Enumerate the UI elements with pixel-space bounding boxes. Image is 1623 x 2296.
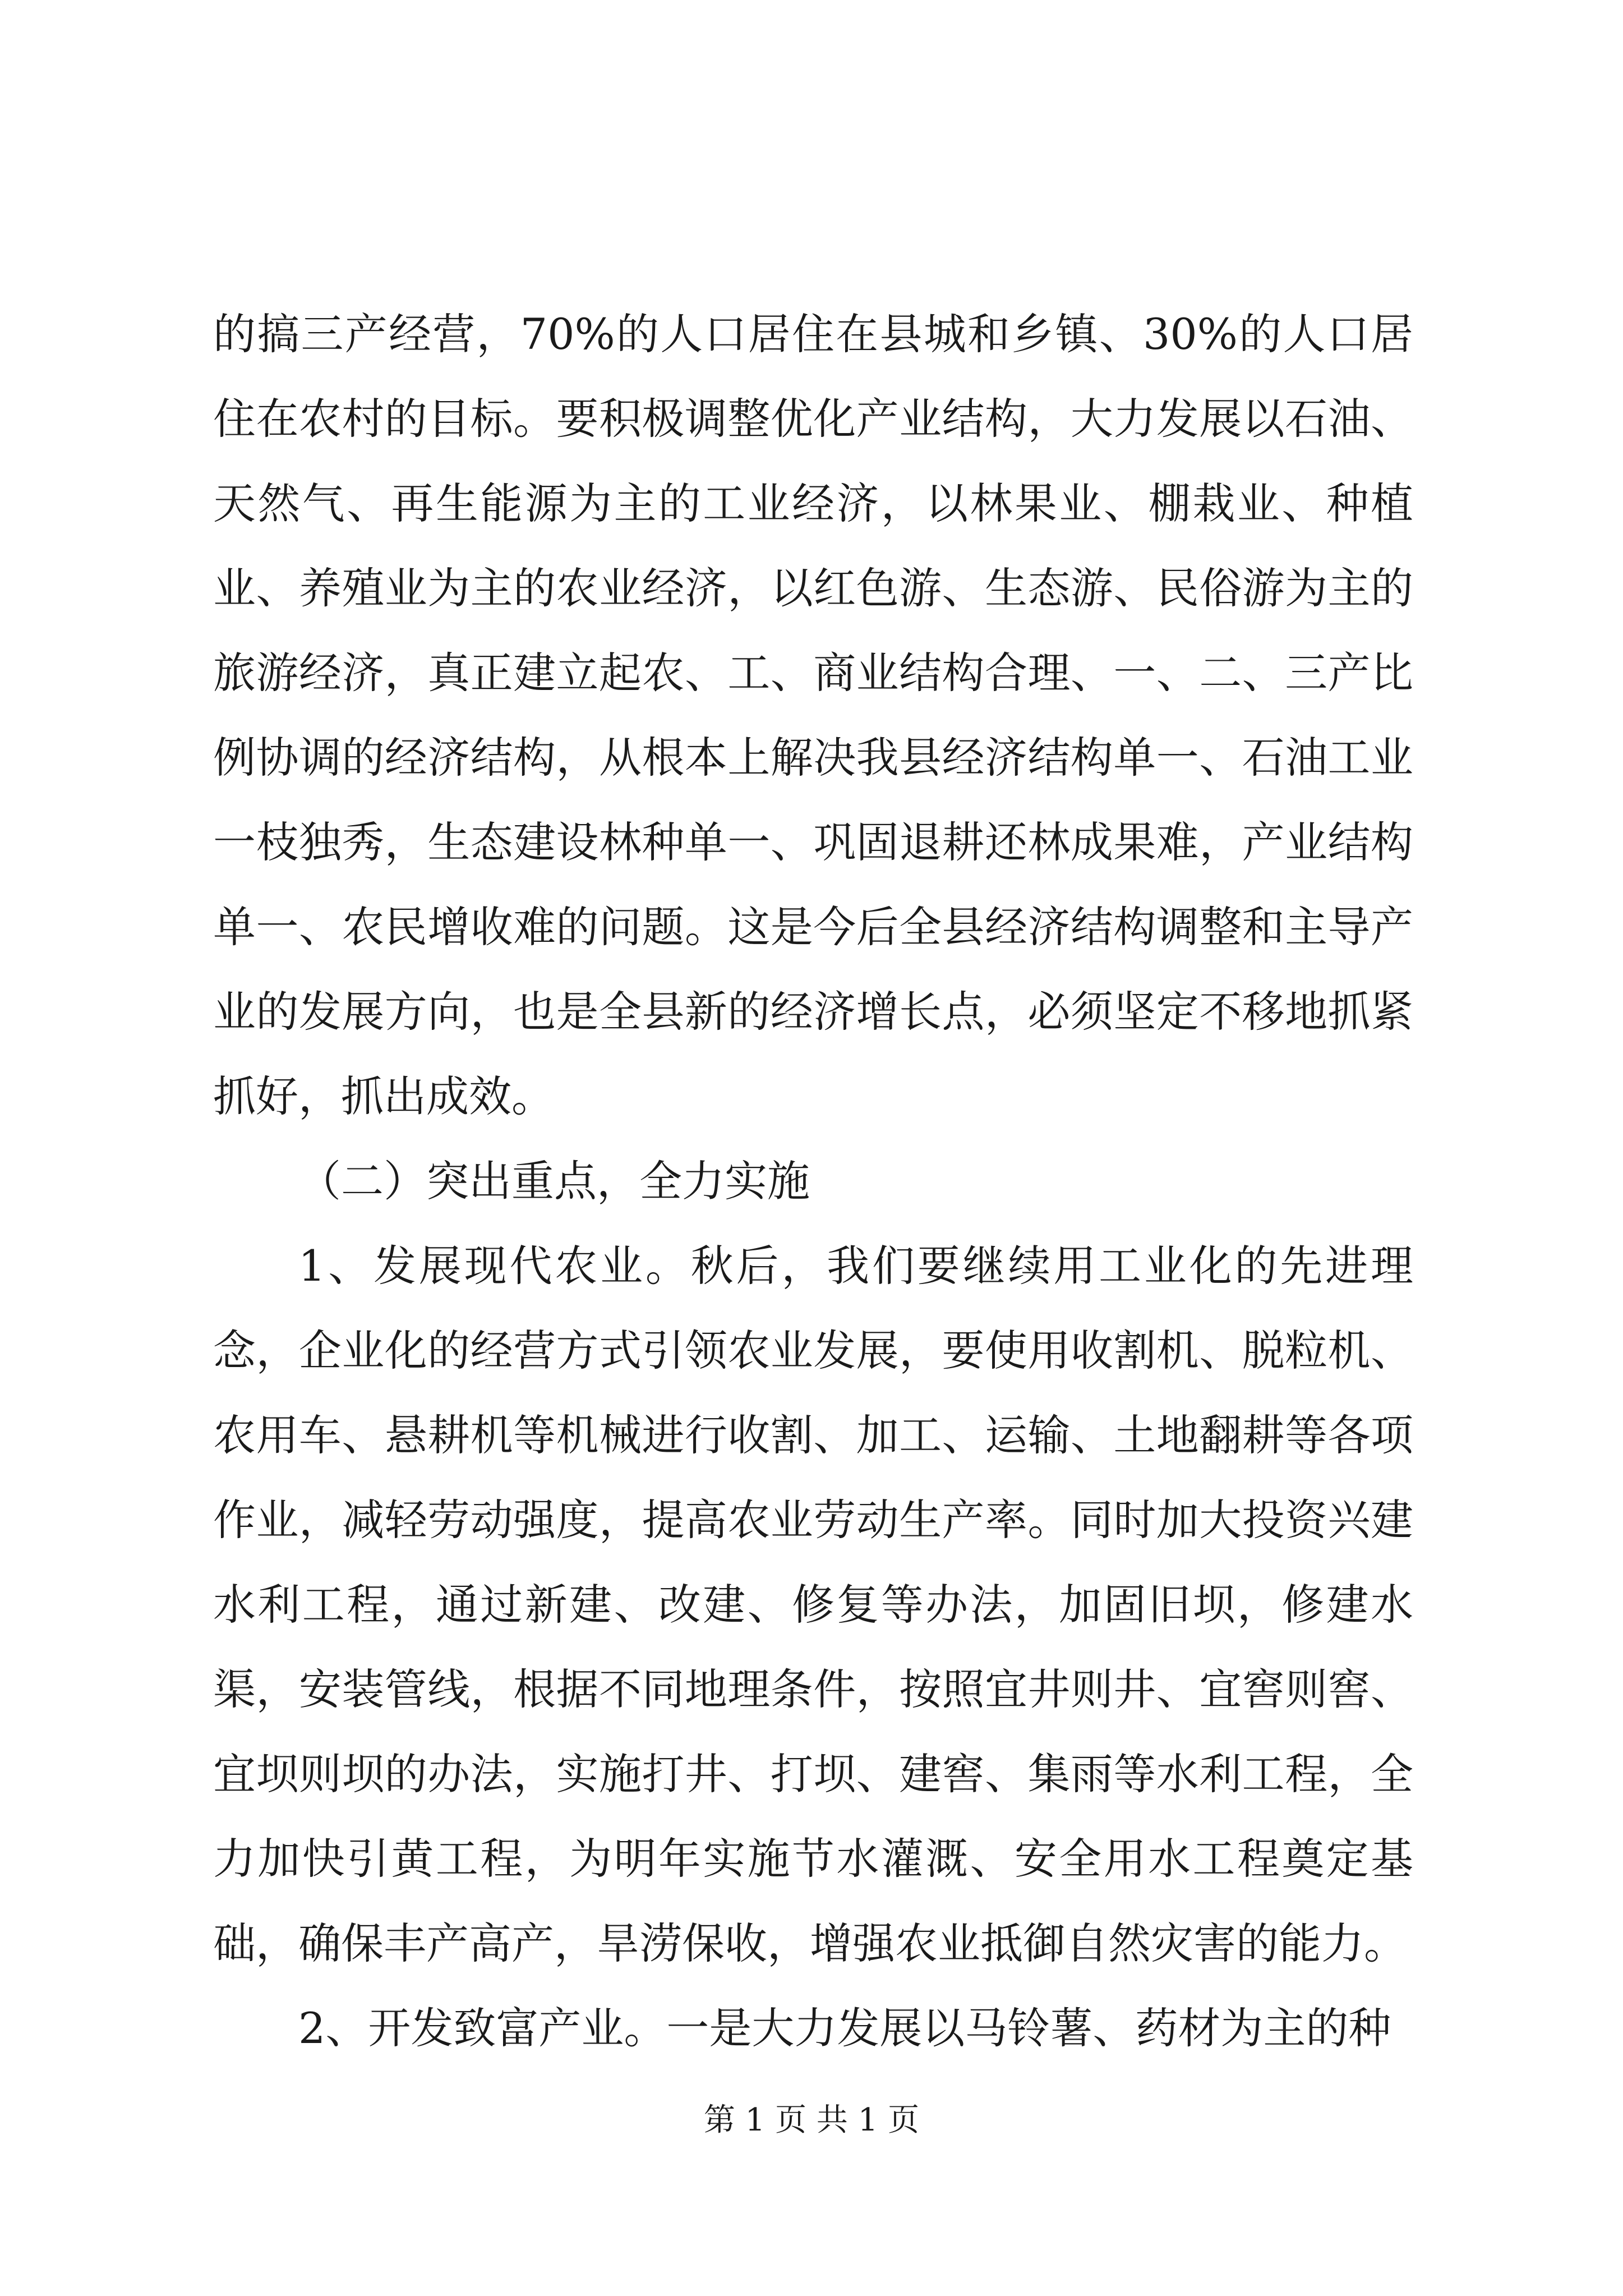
section-heading: （二）突出重点，全力实施 [298, 1156, 810, 1206]
paragraph-modern-agriculture: 1、发展现代农业。秋后，我们要继续用工业化的先进理念，企业化的经营方式引领农业发展，要使用收割机、脱粒机、农用车、悬耕机等机械进行收割、加工、运输、土地翻耕等各项作业，减轻劳动强度，提高农业劳动生产率。同时加大投资兴建水利工程，通过新建、改建、修复等办法，加固旧坝，修建水渠，安装管线，根据不同地理条件，按照宜井则井、宜窖则窖、宜坝则坝的办法，实施打井、打坝、建窖、集雨等水利工程，全力加快引黄工程，为明年实施节水灌溉、安全用水工程奠定基础，确保丰产高产，旱涝保收，增强农业抵御自然灾害的能力。 [213, 1241, 1413, 1968]
page-number-footer: 第 1 页 共 1 页 [703, 2102, 920, 2138]
document-body [213, 292, 1413, 2070]
paragraph-continuation: 的搞三产经营，70%的人口居住在县城和乡镇、30%的人口居住在农村的目标。要积极调整优化产业结构，大力发展以石油、天然气、再生能源为主的工业经济，以林果业、棚栽业、种植业、养殖业为主的农业经济，以红色游、生态游、民俗游为主的旅游经济，真正建立起农、工、商业结构合理、一、二、三产比例协调的经济结构，从根本上解决我县经济结构单一、石油工业一枝独秀，生态建设林种单一、巩固退耕还林成果难，产业结构单一、农民增收难的问题。这是今后全县经济结构调整和主导产业的发展方向，也是全县新的经济增长点，必须坚定不移地抓紧抓好，抓出成效。 [213, 309, 1413, 1121]
paragraph-wealth-industry: 2、开发致富产业。一是大力发展以马铃薯、药材为主的种 [298, 2003, 1391, 2053]
